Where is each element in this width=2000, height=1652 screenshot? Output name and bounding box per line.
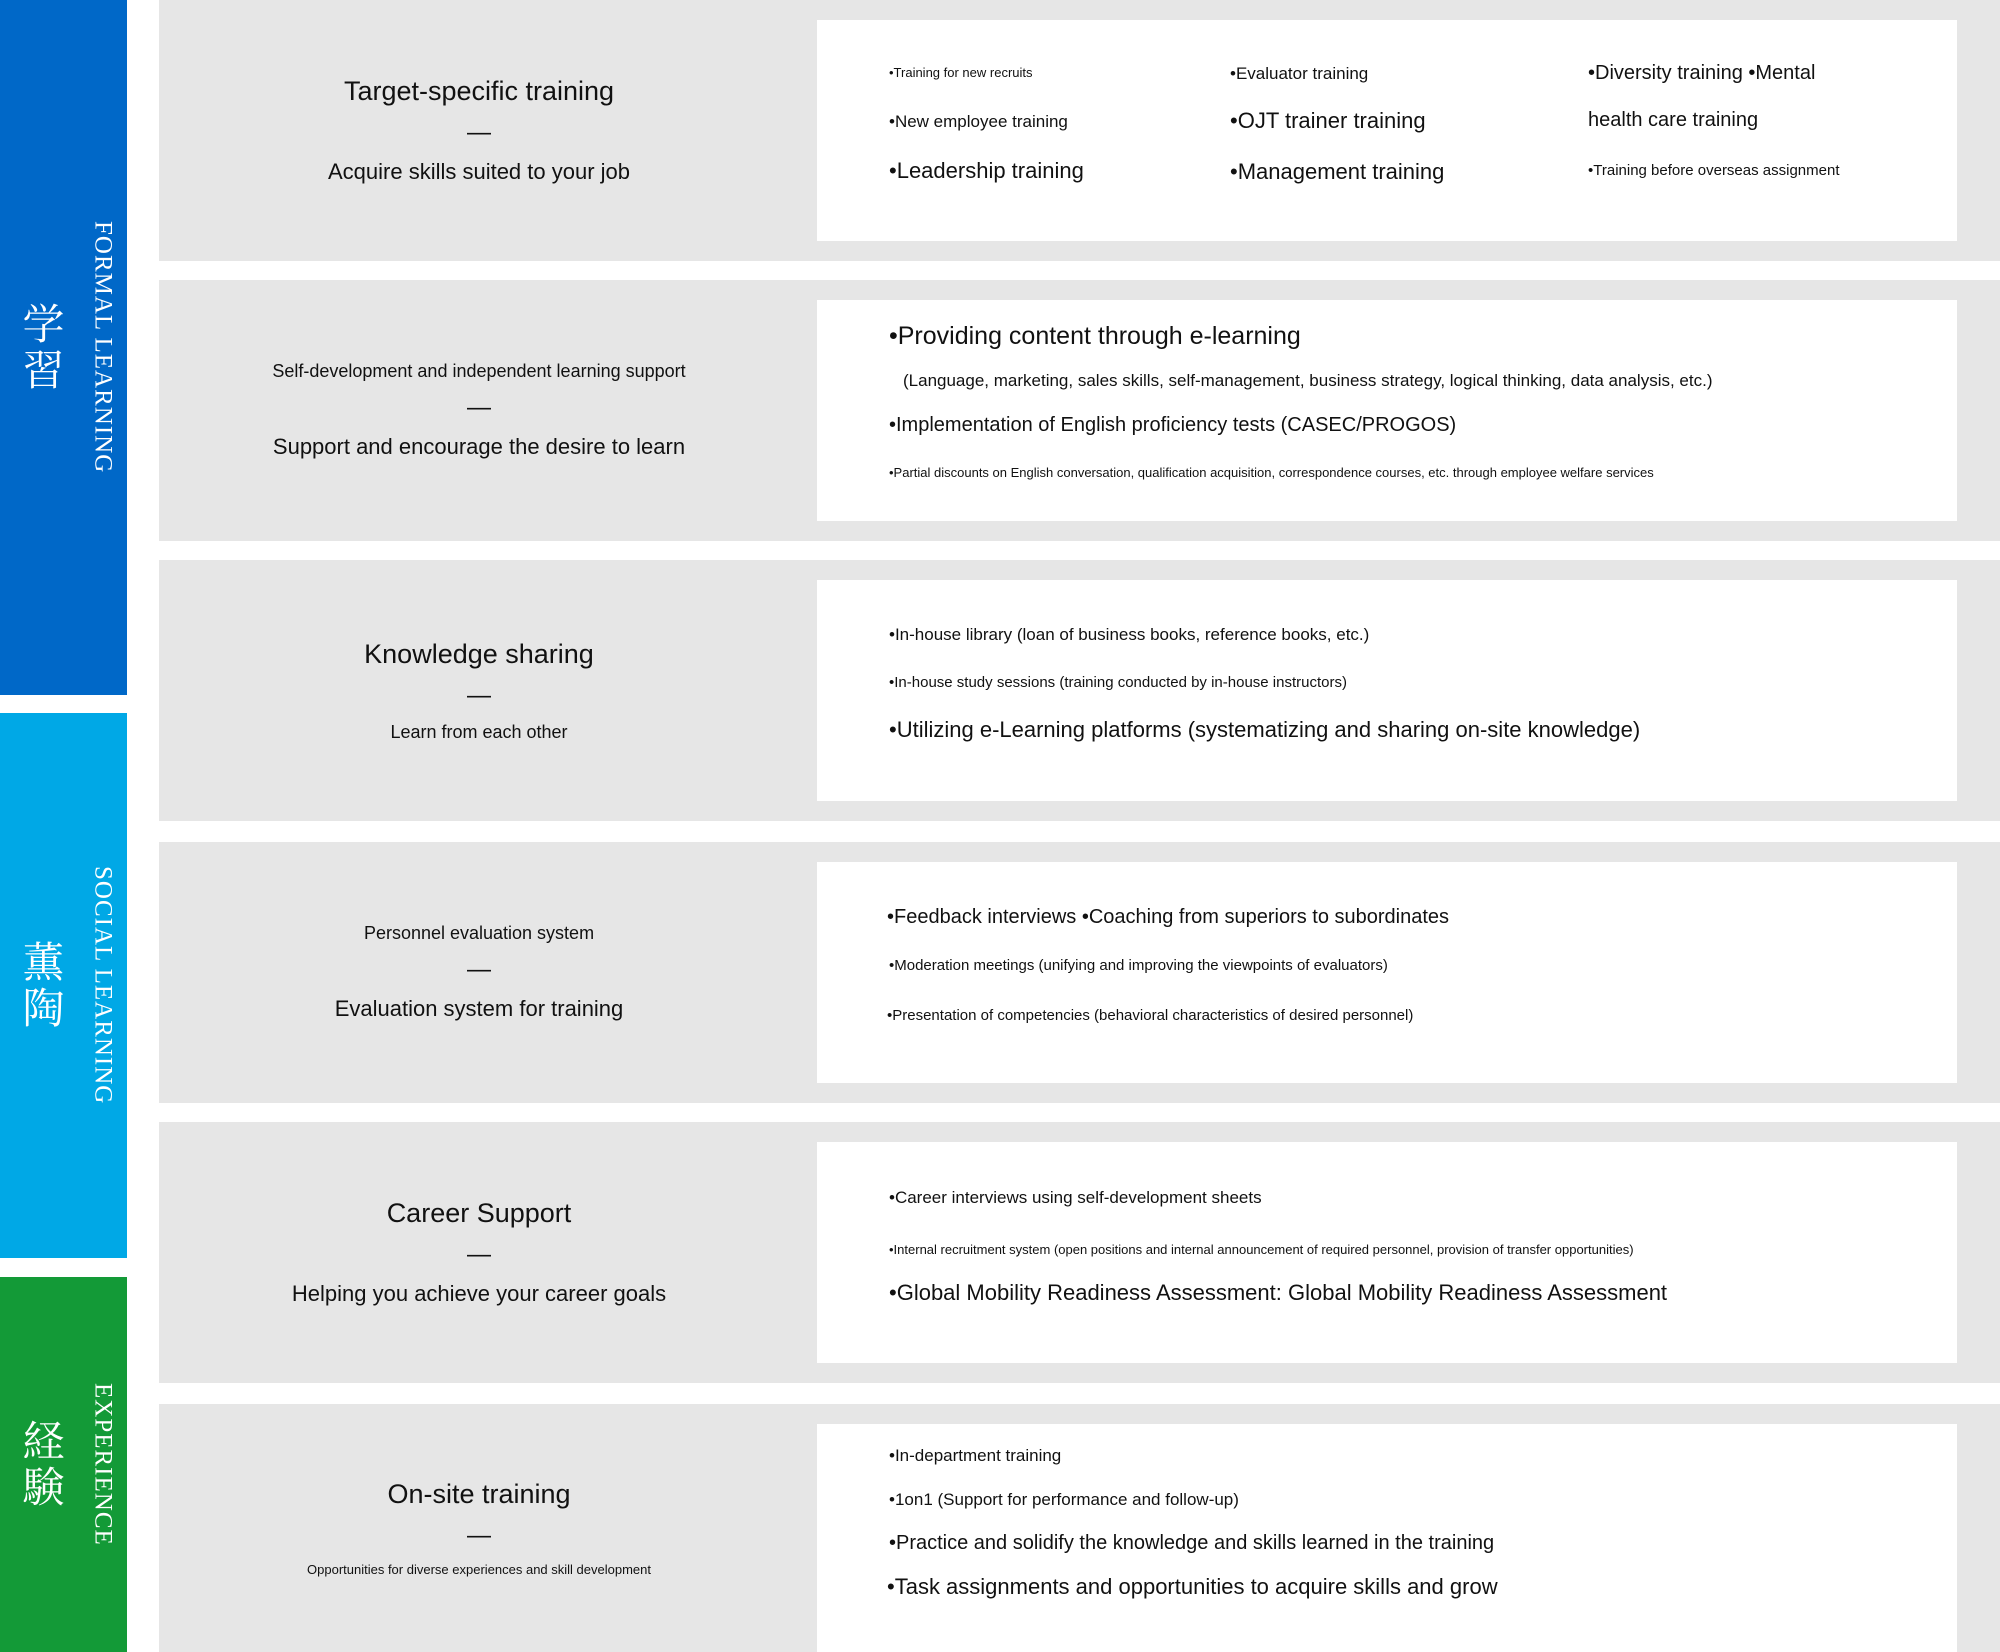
row-dash: — — [467, 681, 491, 709]
row-on-site-training — [159, 1404, 2000, 1652]
row-target-specific-training — [159, 0, 2000, 261]
row-dash: — — [467, 956, 491, 983]
list-item: •Diversity training •Mental — [1588, 62, 1816, 84]
list-item: •1on1 (Support for performance and follow-up) — [889, 1490, 1239, 1509]
row-personnel-evaluation — [159, 842, 2000, 1103]
row-career-support — [159, 1122, 2000, 1383]
list-item: •Presentation of competencies (behavioral characteristics of desired personnel) — [887, 1007, 1414, 1024]
list-item: health care training — [1588, 109, 1759, 131]
list-item: •Task assignments and opportunities to acquire skills and grow — [887, 1574, 1498, 1599]
row-items-panel — [817, 862, 1957, 1083]
row-knowledge-sharing — [159, 560, 2000, 821]
list-item: •Training for new recruits — [889, 65, 1033, 80]
list-item: •Utilizing e-Learning platforms (systematizing and sharing on-site knowledge) — [889, 717, 1641, 742]
list-item: •Partial discounts on English conversation, qualification acquisition, correspondence courses, etc. through employee welfare services — [889, 465, 1654, 480]
band-jp-label: 薫陶 — [16, 939, 66, 1032]
list-item: •OJT trainer training — [1230, 108, 1426, 133]
row-dash: — — [467, 119, 491, 146]
list-item: •Providing content through e-learning — [889, 322, 1301, 350]
list-item: •Management training — [1230, 159, 1445, 184]
row-self-development-support — [159, 280, 2000, 541]
band-experience — [0, 1277, 127, 1652]
row-title: Self-development and independent learning support — [272, 361, 686, 381]
list-item: •Training before overseas assignment — [1588, 162, 1840, 179]
band-jp-label: 経験 — [16, 1418, 66, 1511]
list-item: •Global Mobility Readiness Assessment: Global Mobility Readiness Assessment — [889, 1280, 1668, 1305]
row-title: Personnel evaluation system — [363, 923, 595, 943]
row-subtitle: Evaluation system for training — [334, 996, 624, 1021]
row-heading — [159, 1404, 799, 1652]
band-en-label: SOCIAL LEARNING — [89, 866, 117, 1105]
band-en-label: FORMAL LEARNING — [89, 221, 117, 474]
list-item: (Language, marketing, sales skills, self-management, business strategy, logical thinking, data analysis, etc.) — [903, 371, 1713, 390]
row-heading — [159, 1122, 799, 1383]
row-title: Career Support — [386, 1198, 572, 1228]
list-item: •Moderation meetings (unifying and improving the viewpoints of evaluators) — [889, 957, 1388, 974]
band-formal-learning — [0, 0, 127, 695]
row-heading — [159, 0, 799, 261]
list-item: •Feedback interviews •Coaching from superiors to subordinates — [887, 906, 1450, 928]
list-item: •Implementation of English proficiency tests (CASEC/PROGOS) — [889, 414, 1457, 436]
list-item: •Career interviews using self-development sheets — [889, 1188, 1262, 1207]
list-item: •In-department training — [889, 1446, 1062, 1465]
row-subtitle: Opportunities for diverse experiences and skill development — [307, 1562, 651, 1577]
row-heading — [159, 842, 799, 1103]
row-items-panel — [817, 1142, 1957, 1363]
row-items-panel — [817, 300, 1957, 521]
row-subtitle: Acquire skills suited to your job — [327, 159, 631, 184]
row-items-panel — [817, 1424, 1957, 1652]
list-item: •Practice and solidify the knowledge and skills learned in the training — [889, 1532, 1495, 1554]
row-title: Knowledge sharing — [364, 638, 594, 669]
list-item: •New employee training — [889, 112, 1068, 131]
band-en-label: EXPERIENCE — [89, 1383, 117, 1546]
row-heading — [159, 560, 799, 821]
row-dash: — — [467, 394, 491, 421]
row-title: Target-specific training — [343, 76, 615, 106]
band-jp-label: 学習 — [16, 301, 66, 394]
row-dash: — — [467, 1522, 491, 1549]
band-social-learning — [0, 713, 127, 1258]
row-dash: — — [467, 1241, 491, 1268]
row-heading — [159, 280, 799, 541]
row-items-panel — [817, 580, 1957, 801]
row-subtitle: Learn from each other — [390, 721, 568, 742]
list-item: •Internal recruitment system (open positions and internal announcement of required personnel, provision of transfer opportunities) — [889, 1242, 1634, 1257]
list-item: •In-house study sessions (training conducted by in-house instructors) — [889, 674, 1347, 691]
row-items-panel — [817, 20, 1957, 241]
list-item: •Evaluator training — [1230, 64, 1369, 83]
list-item: •Leadership training — [889, 158, 1084, 183]
row-subtitle: Helping you achieve your career goals — [291, 1281, 667, 1306]
row-subtitle: Support and encourage the desire to learn — [272, 434, 686, 459]
row-title: On-site training — [387, 1479, 571, 1509]
list-item: •In-house library (loan of business books, reference books, etc.) — [889, 625, 1370, 644]
